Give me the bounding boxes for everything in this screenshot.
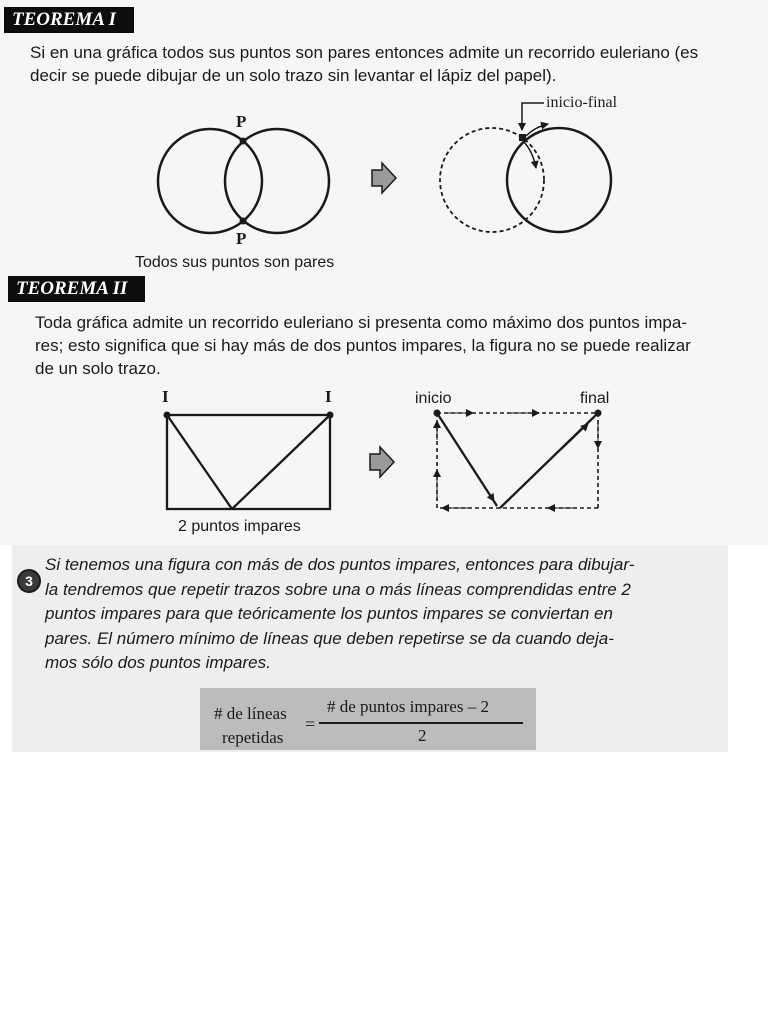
transform-arrow-icon-2 bbox=[370, 447, 394, 477]
note-3-line-1: Si tenemos una figura con más de dos puntos impares, entonces para dibujar- bbox=[45, 555, 635, 574]
theorem-1-text-line-1: Si en una gráfica todos sus puntos son pares entonces admite un recorrido euleriano (es bbox=[30, 43, 699, 62]
label-p-bottom: P bbox=[236, 229, 247, 248]
note-3-line-4: pares. El número mínimo de líneas que deben repetirse se da cuando deja- bbox=[45, 628, 614, 648]
right-circle bbox=[225, 129, 329, 233]
label-odd-left: I bbox=[162, 387, 169, 406]
theorem-1-caption: Todos sus puntos son pares bbox=[135, 254, 335, 271]
route-start-point bbox=[434, 410, 441, 417]
formula-numerator: # de puntos impares – 2 bbox=[327, 697, 489, 716]
label-inicio: inicio bbox=[415, 390, 452, 407]
note-3-line-2: la tendremos que repetir trazos sobre una o más líneas comprendidas entre 2 bbox=[45, 579, 631, 599]
transform-arrow-icon bbox=[372, 163, 396, 193]
formula-equals: = bbox=[305, 714, 316, 734]
theorem-2-tag: TEOREMA II bbox=[8, 276, 145, 302]
odd-route-figure bbox=[434, 410, 602, 509]
odd-points-figure bbox=[164, 412, 334, 510]
euler-circles-figure bbox=[158, 129, 329, 233]
theorem-2-text-line-2: res; esto significa que si hay más de dos puntos impares, la figura no se puede realizar bbox=[35, 336, 691, 355]
left-circle bbox=[158, 129, 262, 233]
formula-lhs-bottom: repetidas bbox=[222, 728, 284, 747]
theorem-2-text-line-3: de un solo trazo. bbox=[35, 359, 161, 378]
label-odd-right: I bbox=[325, 387, 332, 406]
label-p-top: P bbox=[236, 112, 247, 131]
dashed-left-circle bbox=[440, 128, 544, 232]
note-number-badge: 3 bbox=[17, 569, 41, 593]
point-p-bottom bbox=[240, 218, 247, 225]
formula-lhs-top: # de líneas bbox=[214, 704, 287, 723]
formula-denominator: 2 bbox=[418, 726, 427, 745]
label-inicio-final: inicio-final bbox=[546, 94, 618, 111]
odd-point-left bbox=[164, 412, 171, 419]
theorem-1-tag: TEOREMA I bbox=[4, 7, 134, 33]
point-p-top bbox=[240, 138, 247, 145]
theorem-1-text-line-2: decir se puede dibujar de un solo trazo sin levantar el lápiz del papel). bbox=[30, 66, 557, 85]
rectangle bbox=[167, 415, 330, 509]
note-3-paragraph bbox=[45, 553, 725, 676]
route-end-point bbox=[595, 410, 602, 417]
formula-fraction-line bbox=[319, 722, 523, 724]
euler-route-figure bbox=[440, 103, 611, 232]
start-end-point bbox=[519, 134, 526, 141]
note-3-line-5: mos sólo dos puntos impares. bbox=[45, 653, 271, 672]
solid-right-circle bbox=[507, 128, 611, 232]
odd-point-right bbox=[327, 412, 334, 419]
label-final: final bbox=[580, 390, 610, 407]
theorem-2-text-line-1: Toda gráfica admite un recorrido euleriano si presenta como máximo dos puntos impa- bbox=[35, 313, 687, 332]
theorem-2-caption: 2 puntos impares bbox=[178, 518, 301, 535]
note-3-line-3: puntos impares para que teóricamente los puntos impares se conviertan en bbox=[45, 604, 613, 623]
